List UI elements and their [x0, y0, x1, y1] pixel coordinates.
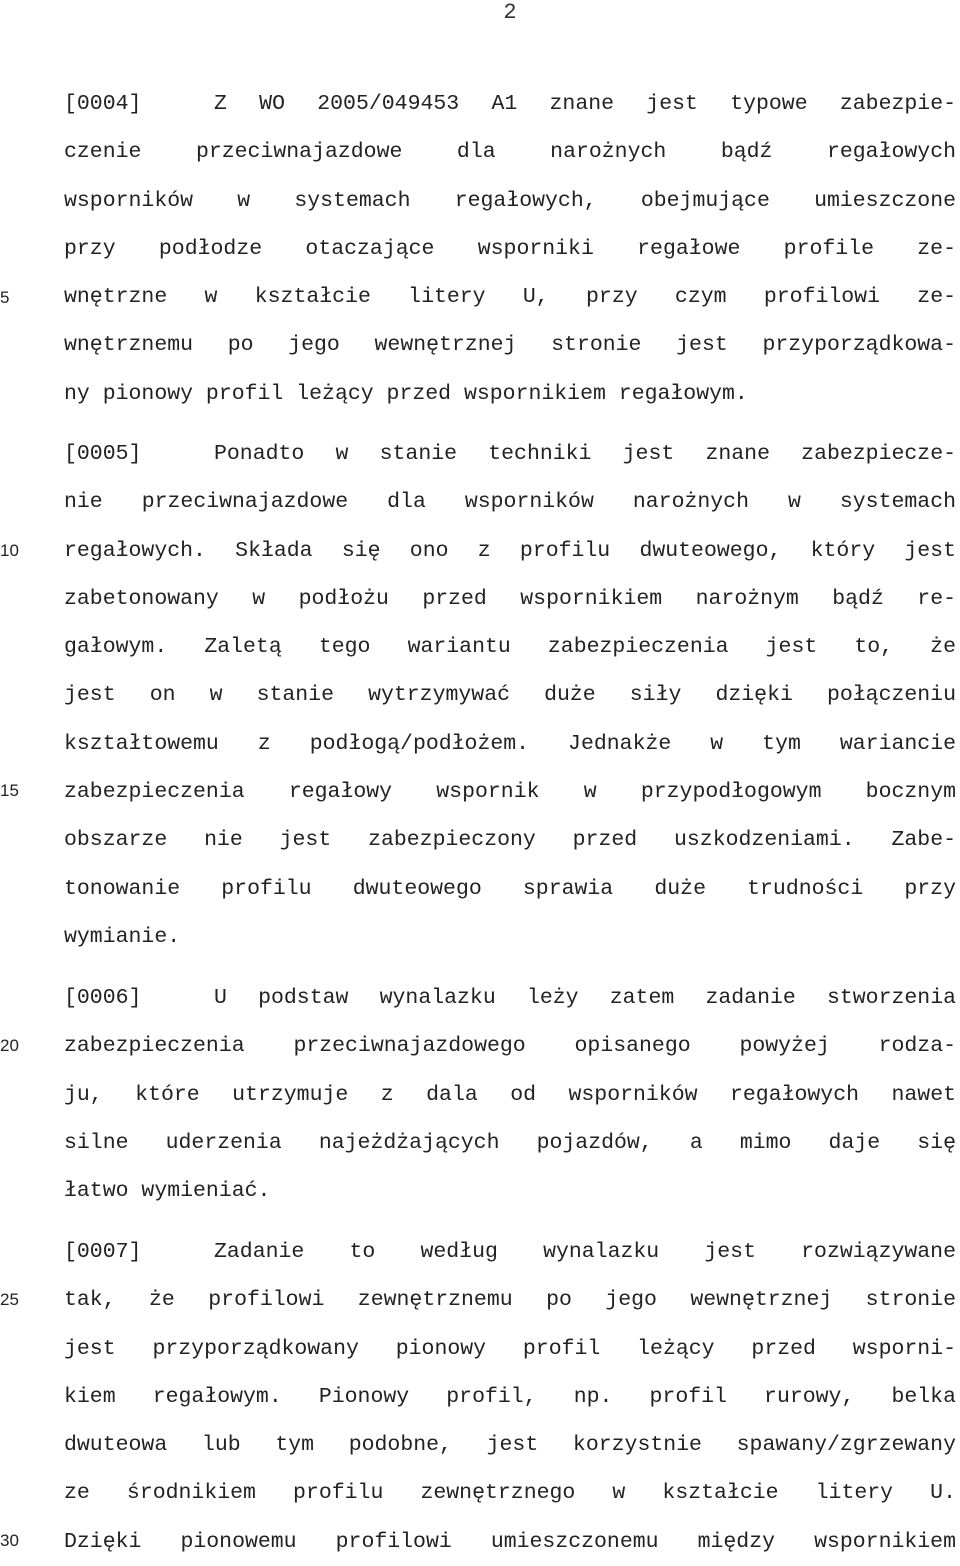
paragraph-0007: [64, 1228, 956, 1566]
paragraph-line: wnętrznemu po jego wewnętrznej stronie jest przyporządkowa-: [64, 333, 956, 358]
line-number: 30: [0, 1531, 19, 1550]
paragraph-line: kiem regałowym. Pionowy profil, np. profil rurowy, belka: [64, 1384, 956, 1409]
line-number: 15: [0, 781, 19, 800]
line-number: 10: [0, 541, 19, 560]
paragraph-line: dwuteowa lub tym podobne, jest korzystnie spawany/zgrzewany: [64, 1433, 956, 1458]
line-number: 5: [0, 288, 10, 307]
paragraph-line: U podstaw wynalazku leży zatem zadanie stworzenia: [214, 986, 956, 1010]
paragraph-0005: [64, 430, 956, 961]
paragraph-line: wnętrzne w kształcie litery U, przy czym profilowi ze-: [64, 285, 956, 310]
paragraph-line: wymianie.: [64, 924, 181, 949]
paragraph-line: tak, że profilowi zewnętrznemu po jego wewnętrznej stronie: [64, 1288, 956, 1313]
paragraph-tag: [0005]: [64, 442, 142, 466]
line-number-gutter: [0, 0, 40, 1557]
paragraph-line: nie przeciwnajazdowe dla wsporników narożnych w systemach: [64, 490, 956, 515]
paragraph-first-line: [64, 430, 956, 478]
paragraph-line: zabezpieczenia przeciwnajazdowego opisanego powyżej rodza-: [64, 1034, 956, 1059]
paragraph-line: jest on w stanie wytrzymywać duże siły dzięki połączeniu: [64, 683, 956, 708]
paragraph-line: ze środnikiem profilu zewnętrznego w kształcie litery U.: [64, 1481, 956, 1506]
line-number: 25: [0, 1290, 19, 1309]
paragraph-line: gałowym. Zaletą tego wariantu zabezpieczenia jest to, że: [64, 635, 956, 660]
paragraph-tag: [0007]: [64, 1240, 142, 1264]
paragraph-line: Z WO 2005/049453 A1 znane jest typowe zabezpie-: [214, 92, 956, 116]
line-number: 20: [0, 1036, 19, 1055]
paragraph-line: łatwo wymieniać.: [64, 1179, 271, 1204]
paragraph-line: wsporników w systemach regałowych, obejmujące umieszczone: [64, 188, 956, 213]
paragraph-line: regałowych. Składa się ono z profilu dwuteowego, który jest: [64, 538, 956, 563]
paragraph-tag: [0004]: [64, 92, 142, 116]
paragraph-line: kształtowemu z podłogą/podłożem. Jednakże w tym wariancie: [64, 731, 956, 756]
paragraph-line: zabezpieczenia regałowy wspornik w przypodłogowym bocznym: [64, 780, 956, 805]
paragraph-line: obszarze nie jest zabezpieczony przed uszkodzeniami. Zabe-: [64, 828, 956, 853]
page-number: 2: [503, 0, 517, 25]
paragraph-first-line: [64, 80, 956, 128]
paragraph-first-line: [64, 1228, 956, 1276]
paragraph-line: Ponadto w stanie techniki jest znane zabezpiecze-: [214, 442, 956, 466]
paragraph-line: Zadanie to według wynalazku jest rozwiązywane: [214, 1240, 956, 1264]
paragraph-line: jest przyporządkowany pionowy profil leżący przed wsporni-: [64, 1336, 956, 1361]
paragraph-line: tonowanie profilu dwuteowego sprawia duże trudności przy: [64, 876, 956, 901]
paragraph-0004: [64, 80, 956, 418]
paragraph-first-line: [64, 974, 956, 1022]
paragraph-line: ju, które utrzymuje z dala od wsporników regałowych nawet: [64, 1082, 956, 1107]
paragraph-line: ny pionowy profil leżący przed wspornikiem regałowym.: [64, 381, 748, 406]
paragraph-line: zabetonowany w podłożu przed wspornikiem narożnym bądź re-: [64, 586, 956, 611]
paragraph-line: Dzięki pionowemu profilowi umieszczonemu między wspornikiem: [64, 1529, 956, 1554]
paragraph-line: czenie przeciwnajazdowe dla narożnych bądź regałowych: [64, 140, 956, 165]
paragraph-tag: [0006]: [64, 986, 142, 1010]
paragraph-0006: [64, 974, 956, 1215]
paragraph-line: przy podłodze otaczające wsporniki regałowe profile ze-: [64, 236, 956, 261]
paragraph-line: silne uderzenia najeżdżających pojazdów, a mimo daje się: [64, 1130, 956, 1155]
